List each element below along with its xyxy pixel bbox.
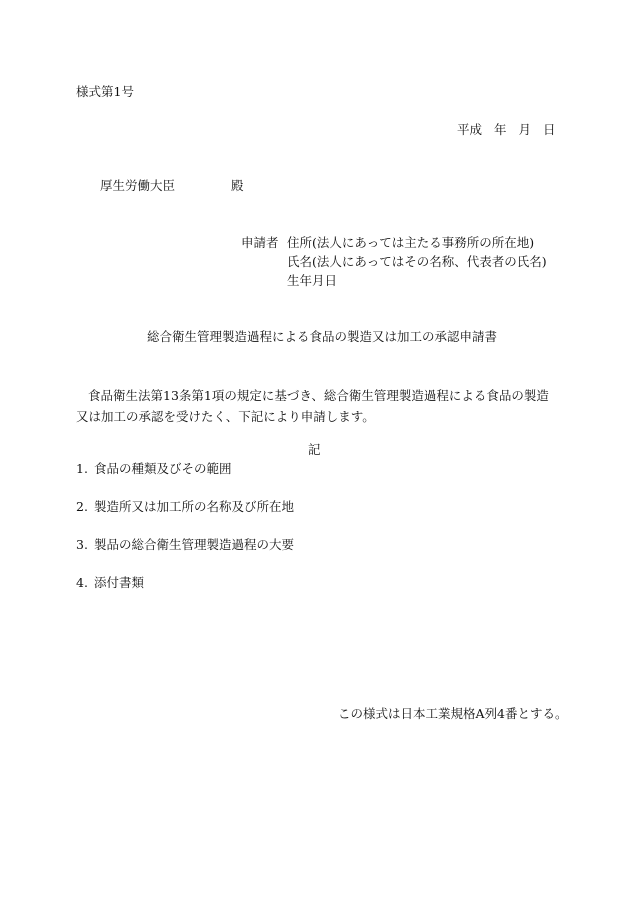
ki-heading: 記 [308,442,321,457]
date-day: 日 [543,122,556,137]
applicant-name: 氏名(法人にあってはその名称、代表者の氏名) [287,254,547,269]
item-text: 食品の種類及びその範囲 [94,461,232,476]
list-item [76,577,144,590]
applicant-address: 住所(法人にあっては主たる事務所の所在地) [287,235,535,250]
date-era: 平成 [457,122,483,137]
item-number: 1. [76,461,88,476]
item-number: 4. [76,575,88,590]
item-number: 2. [76,499,88,514]
applicant-birthdate: 生年月日 [287,273,338,288]
item-text: 製品の総合衛生管理製造過程の大要 [94,537,295,552]
addressee-name: 厚生労働大臣 [100,178,176,193]
applicant-block [241,237,547,294]
date-line [457,124,556,137]
footer-note: この様式は日本工業規格A列4番とする。 [338,706,568,721]
document-title: 総合衛生管理製造過程による食品の製造又は加工の承認申請書 [147,329,498,344]
item-number: 3. [76,537,88,552]
date-month: 月 [518,122,532,137]
body-text: 食品衛生法第13条第1項の規定に基づき、総合衛生管理製造過程による食品の製造又は加工の承認を受けたく、下記により申請します。 [76,388,549,424]
item-text: 添付書類 [94,575,145,590]
date-year: 年 [494,122,507,137]
list-item [76,463,232,476]
list-item [76,539,294,552]
applicant-label: 申請者 [241,235,279,250]
item-text: 製造所又は加工所の名称及び所在地 [94,499,295,514]
list-item [76,501,294,514]
form-number: 様式第1号 [76,84,134,99]
addressee-honorific: 殿 [231,178,244,193]
